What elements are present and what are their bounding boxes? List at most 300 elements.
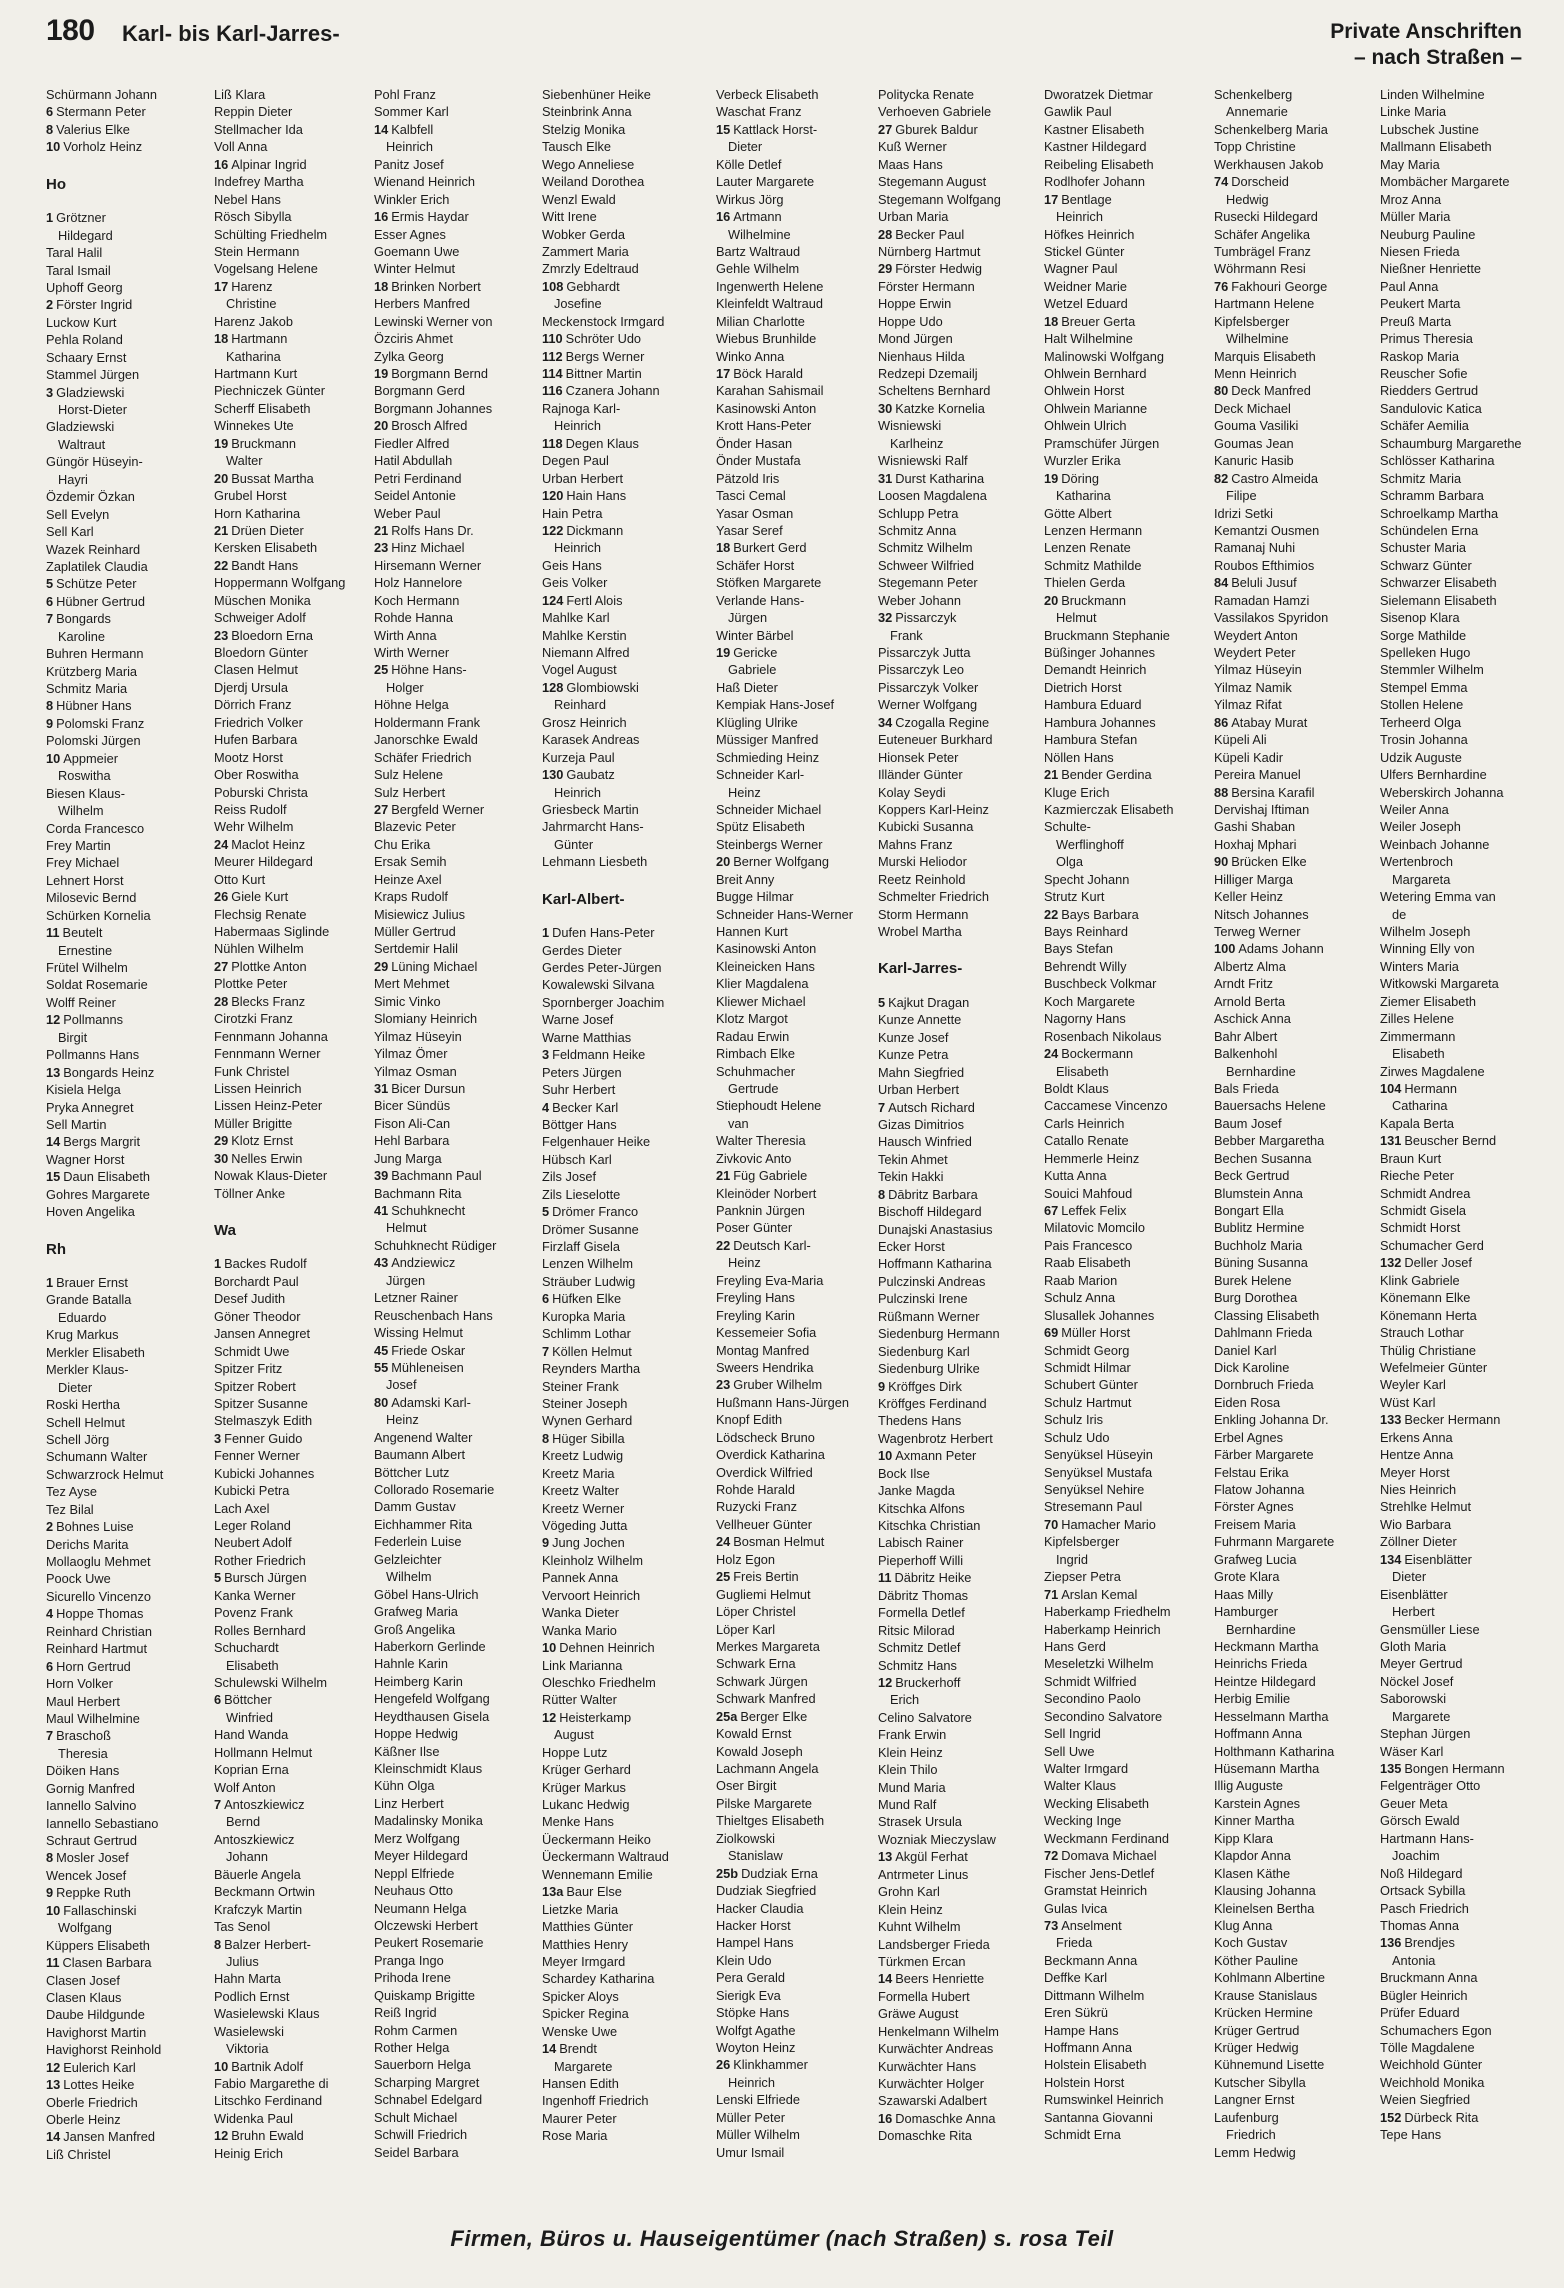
resident-entry: Hartmann Helene xyxy=(1214,296,1315,312)
resident-entry: Klügling Ulrike xyxy=(716,714,798,730)
entry-continuation: Bernhardine xyxy=(1226,1063,1296,1079)
house-number: 1 xyxy=(214,1256,222,1272)
house-number-entry xyxy=(214,1936,354,1953)
house-number-entry xyxy=(878,470,1038,487)
house-number: 18 xyxy=(374,278,389,294)
resident-entry: Rösch Sibylla xyxy=(214,209,292,225)
resident-entry: Reetz Reinhold xyxy=(878,871,966,887)
resident-name: Lottes Heike xyxy=(63,2077,135,2093)
house-number: 27 xyxy=(374,801,389,817)
resident-entry: Weber Paul xyxy=(374,505,441,521)
entry-continuation: Johann xyxy=(226,1849,268,1865)
resident-entry: Pulczinski Irene xyxy=(878,1291,968,1307)
section-heading: Ho xyxy=(46,175,66,193)
resident-entry: Stephan Jürgen xyxy=(1380,1726,1471,1742)
entry-continuation: Wolfgang xyxy=(58,1920,112,1936)
house-number-entry xyxy=(542,522,692,539)
resident-entry: Mond Jürgen xyxy=(878,331,953,347)
resident-entry: Ramadan Hamzi xyxy=(1214,592,1310,608)
resident-entry: Meurer Hildegard xyxy=(214,854,313,870)
house-number-entry xyxy=(542,1534,692,1551)
resident-entry: Beckmann Anna xyxy=(1044,1952,1138,1968)
resident-entry: Kanka Werner xyxy=(214,1587,296,1603)
resident-name: Höhne Hans- xyxy=(391,662,467,678)
resident-entry: Behrendt Willy xyxy=(1044,958,1127,974)
resident-entry: Rusecki Hildegard xyxy=(1214,209,1318,225)
resident-entry: Hambura Johannes xyxy=(1044,714,1156,730)
resident-entry: Wego Anneliese xyxy=(542,156,635,172)
resident-name: Atabay Murat xyxy=(1231,714,1308,730)
resident-entry: Rother Helga xyxy=(374,2040,450,2055)
directory-column-7 xyxy=(1044,86,1194,2212)
resident-entry: Wynen Gerhard xyxy=(542,1413,633,1429)
resident-entry: Oleschko Friedhelm xyxy=(542,1674,656,1690)
house-number-entry xyxy=(46,1274,176,1291)
resident-entry: Kleinfeldt Waltraud xyxy=(716,296,823,312)
resident-entry: Böttcher Lutz xyxy=(374,1464,450,1480)
resident-entry: Krause Stanislaus xyxy=(1214,1987,1318,2003)
house-number-entry xyxy=(46,1605,176,1622)
resident-entry: Wagenbrotz Herbert xyxy=(878,1430,993,1446)
resident-entry: Schraut Gertrud xyxy=(46,1833,138,1848)
resident-name: Akgül Ferhat xyxy=(895,1849,968,1865)
resident-entry: Desef Judith xyxy=(214,1291,286,1307)
resident-entry: Specht Johann xyxy=(1044,871,1130,887)
resident-entry: Neubert Adolf xyxy=(214,1535,292,1551)
spacer xyxy=(878,982,1038,994)
house-number-entry xyxy=(716,1865,866,1882)
house-number: 18 xyxy=(716,540,731,556)
resident-entry: Wefelmeier Günter xyxy=(1380,1359,1488,1375)
resident-entry: Kubicki Susanna xyxy=(878,819,974,835)
resident-entry: Hand Wanda xyxy=(214,1727,289,1743)
resident-entry: Schäfer Angelika xyxy=(1214,226,1311,242)
resident-entry: Döiken Hans xyxy=(46,1763,120,1779)
resident-entry: Büßinger Johannes xyxy=(1044,645,1155,660)
resident-entry: Töllner Anke xyxy=(214,1185,286,1201)
resident-entry: Weiler Joseph xyxy=(1380,819,1461,835)
house-number: 43 xyxy=(374,1255,389,1271)
house-number-entry xyxy=(374,417,524,434)
house-number: 84 xyxy=(1214,575,1229,591)
resident-entry: Bügler Heinrich xyxy=(1380,1987,1468,2003)
resident-entry: Müller Brigitte xyxy=(214,1115,293,1131)
resident-entry: Gloth Maria xyxy=(1380,1638,1447,1654)
resident-entry: Büning Susanna xyxy=(1214,1255,1308,1271)
resident-entry: Mahlke Kerstin xyxy=(542,627,627,643)
house-number-entry xyxy=(46,1727,176,1744)
house-number: 24 xyxy=(214,836,229,852)
resident-entry: Terweg Werner xyxy=(1214,924,1301,939)
house-number: 13a xyxy=(542,1884,564,1900)
resident-entry: Klein Heinz xyxy=(878,1744,943,1760)
house-number: 10 xyxy=(46,1902,61,1918)
resident-entry: Wolfgt Agathe xyxy=(716,2022,796,2038)
resident-entry: Schenkelberg Maria xyxy=(1214,121,1328,137)
resident-entry: Löper Christel xyxy=(716,1604,796,1620)
resident-entry: Wirth Werner xyxy=(374,645,450,660)
resident-entry: Bongart Ella xyxy=(1214,1203,1284,1218)
resident-entry: Warne Matthias xyxy=(542,1029,632,1045)
resident-entry: Schult Michael xyxy=(374,2109,458,2125)
resident-entry: Wienand Heinrich xyxy=(374,174,476,190)
resident-entry: Stöfken Margarete xyxy=(716,575,822,591)
resident-entry: Mahns Franz xyxy=(878,836,953,852)
entry-continuation: Joachim xyxy=(1392,1848,1440,1864)
resident-entry: Wobker Gerda xyxy=(542,226,625,242)
resident-entry: Hemmerle Heinz xyxy=(1044,1150,1140,1166)
house-number: 26 xyxy=(214,889,229,905)
resident-entry: Pollmanns Hans xyxy=(46,1047,140,1063)
house-number-entry xyxy=(1214,853,1364,870)
house-number: 23 xyxy=(214,627,229,643)
resident-entry: Hain Petra xyxy=(542,505,603,521)
house-number: 80 xyxy=(374,1394,389,1410)
house-number-entry xyxy=(542,766,692,783)
resident-name: Bussat Martha xyxy=(231,470,314,486)
resident-entry: Pieperhoff Willi xyxy=(878,1552,964,1568)
resident-entry: Daube Hildgunde xyxy=(46,2007,145,2023)
resident-entry: Dittmann Wilhelm xyxy=(1044,1987,1145,2003)
resident-entry: Eren Sükrü xyxy=(1044,2005,1109,2021)
resident-entry: Hampel Hans xyxy=(716,1935,794,1951)
resident-entry: Langner Ernst xyxy=(1214,2092,1295,2108)
house-number: 11 xyxy=(46,1955,60,1971)
resident-entry: Wecking Elisabeth xyxy=(1044,1795,1150,1811)
resident-entry: Pehla Roland xyxy=(46,332,123,348)
entry-continuation: Christine xyxy=(226,296,277,312)
resident-entry: Schulz Anna xyxy=(1044,1290,1116,1306)
house-number-entry xyxy=(1044,1586,1194,1603)
resident-entry: Geis Volker xyxy=(542,575,608,591)
resident-entry: Noß Hildegard xyxy=(1380,1865,1463,1881)
resident-entry: Hahn Marta xyxy=(214,1971,281,1987)
resident-name: Brücken Elke xyxy=(1231,854,1307,870)
resident-entry: Sommer Karl xyxy=(374,104,449,120)
resident-entry: Stemmler Wilhelm xyxy=(1380,662,1484,678)
resident-entry: Janke Magda xyxy=(878,1483,955,1499)
resident-entry: Lehmann Liesbeth xyxy=(542,854,648,870)
house-number-entry xyxy=(1380,2109,1526,2126)
house-number: 86 xyxy=(1214,714,1229,730)
resident-entry: Slusallek Johannes xyxy=(1044,1307,1155,1323)
street-range-title: Karl- bis Karl-Jarres- xyxy=(122,21,340,46)
resident-name: Bloedorn Erna xyxy=(231,627,314,643)
resident-entry: Schmidt Uwe xyxy=(214,1343,290,1359)
house-number: 108 xyxy=(542,278,564,294)
resident-entry: Gerdes Peter-Jürgen xyxy=(542,960,662,975)
resident-entry: Nürnberg Hartmut xyxy=(878,243,981,259)
house-number-entry xyxy=(716,1533,866,1550)
resident-entry: Rumswinkel Heinrich xyxy=(1044,2092,1164,2108)
resident-entry: Wetzel Eduard xyxy=(1044,296,1128,312)
resident-entry: Haas Milly xyxy=(1214,1586,1274,1602)
house-number-entry xyxy=(46,1902,176,1919)
resident-entry: Senyüksel Hüseyin xyxy=(1044,1447,1153,1463)
resident-name: Bosman Helmut xyxy=(733,1534,825,1550)
resident-entry: Schroelkamp Martha xyxy=(1380,505,1499,521)
resident-entry: Flechsig Renate xyxy=(214,906,307,922)
house-number: 124 xyxy=(542,592,564,608)
resident-entry: Klink Gabriele xyxy=(1380,1272,1460,1288)
entry-continuation: Dieter xyxy=(58,1379,93,1395)
house-number-entry xyxy=(46,296,176,313)
resident-entry: Hoppe Udo xyxy=(878,313,943,329)
resident-name: Dehnen Heinrich xyxy=(559,1640,655,1656)
page-number: 180 xyxy=(46,14,95,47)
resident-entry: Wagner Paul xyxy=(1044,261,1118,277)
resident-entry: Lenzen Renate xyxy=(1044,540,1131,556)
entry-continuation: Heinz xyxy=(728,784,761,800)
house-number: 2 xyxy=(46,297,54,313)
resident-entry: Zils Lieselotte xyxy=(542,1186,621,1202)
resident-entry: Gulas Ivica xyxy=(1044,1900,1108,1916)
house-number: 20 xyxy=(716,854,731,870)
house-number-entry xyxy=(214,557,354,574)
resident-entry: Buschbeck Volkmar xyxy=(1044,976,1157,992)
resident-entry: Malinowski Wolfgang xyxy=(1044,348,1164,364)
resident-entry: Poock Uwe xyxy=(46,1571,111,1587)
house-number: 88 xyxy=(1214,784,1229,800)
house-number-entry xyxy=(542,1046,692,1063)
resident-entry: Kipfelsberger xyxy=(1214,313,1290,329)
house-number-entry xyxy=(1214,470,1364,487)
house-number: 73 xyxy=(1044,1917,1059,1933)
house-number-entry xyxy=(878,2110,1038,2127)
entry-continuation: Katharina xyxy=(226,348,281,364)
resident-name: Giele Kurt xyxy=(231,889,289,905)
resident-name: Friede Oskar xyxy=(391,1342,466,1358)
resident-entry: Heydthausen Gisela xyxy=(374,1708,490,1724)
resident-entry: Indefrey Martha xyxy=(214,174,304,190)
resident-name: Adams Johann xyxy=(1238,941,1324,957)
footer-note: Firmen, Büros u. Hauseigentümer (nach Straßen) s. rosa Teil xyxy=(450,2226,1114,2251)
entry-continuation: Stanislaw xyxy=(728,1848,783,1864)
resident-entry: Kubicki Johannes xyxy=(214,1465,315,1481)
resident-entry: Lauter Margarete xyxy=(716,174,815,190)
resident-entry: Schuster Maria xyxy=(1380,540,1467,556)
house-number: 8 xyxy=(46,1850,54,1866)
resident-entry: Krafczyk Martin xyxy=(214,1901,303,1917)
resident-entry: Schmitz Mathilde xyxy=(1044,557,1142,573)
resident-entry: Meyer Gertrud xyxy=(1380,1656,1463,1672)
house-number: 17 xyxy=(1044,191,1059,207)
house-number-entry xyxy=(214,156,354,173)
resident-entry: Yasar Osman xyxy=(716,505,794,521)
house-number-entry xyxy=(542,487,692,504)
house-number-entry xyxy=(46,138,176,155)
resident-entry: Jansen Annegret xyxy=(214,1326,311,1342)
resident-entry: Angenend Walter xyxy=(374,1429,473,1445)
resident-name: Becker Paul xyxy=(895,226,965,242)
resident-entry: Holstein Horst xyxy=(1044,2074,1125,2090)
house-number-entry xyxy=(1044,906,1194,923)
resident-entry: Hirsemann Werner xyxy=(374,557,482,573)
resident-entry: Wozniak Mieczyslaw xyxy=(878,1831,996,1847)
resident-entry: Bays Stefan xyxy=(1044,941,1114,957)
resident-entry: Krüger Gerhard xyxy=(542,1762,631,1778)
house-number: 22 xyxy=(716,1237,731,1253)
resident-entry: Koppers Karl-Heinz xyxy=(878,801,989,817)
house-number-entry xyxy=(46,384,176,401)
entry-continuation: Holger xyxy=(386,679,424,695)
house-number-entry xyxy=(214,958,354,975)
resident-entry: Koch Hermann xyxy=(374,592,460,608)
resident-entry: Eichhammer Rita xyxy=(374,1516,473,1532)
resident-entry: Erkens Anna xyxy=(1380,1429,1453,1445)
resident-entry: Thieltges Elisabeth xyxy=(716,1813,825,1829)
resident-name: Freis Bertin xyxy=(733,1569,799,1585)
resident-name: Klotz Ernst xyxy=(231,1133,294,1149)
resident-name: Balzer Herbert- xyxy=(224,1936,311,1952)
resident-entry: Idrizi Setki xyxy=(1214,505,1274,521)
house-number-entry xyxy=(716,208,866,225)
resident-entry: Gerdes Dieter xyxy=(542,942,622,958)
resident-entry: Heimberg Karin xyxy=(374,1673,463,1689)
resident-entry: Formella Hubert xyxy=(878,1988,970,2004)
resident-entry: Stöpke Hans xyxy=(716,2005,790,2021)
entry-continuation: Helmut xyxy=(386,1220,427,1236)
house-number: 19 xyxy=(374,366,389,381)
house-number-entry xyxy=(374,208,524,225)
resident-entry: Hahnle Karin xyxy=(374,1656,448,1672)
house-number: 31 xyxy=(374,1080,389,1096)
resident-entry: Panitz Josef xyxy=(374,156,444,172)
resident-entry: Kastner Elisabeth xyxy=(1044,121,1145,137)
resident-name: Fertl Alois xyxy=(566,592,623,608)
house-number-entry xyxy=(716,853,866,870)
resident-entry: Grande Batalla xyxy=(46,1292,132,1308)
resident-entry: Könemann Elke xyxy=(1380,1290,1471,1306)
resident-entry: Povenz Frank xyxy=(214,1605,293,1621)
resident-entry: Mahlke Karl xyxy=(542,610,610,626)
resident-entry: Hoffmann Anna xyxy=(1214,1726,1302,1742)
resident-entry: Nühlen Wilhelm xyxy=(214,941,304,957)
resident-entry: Meyer Hildegard xyxy=(374,1848,468,1864)
house-number-entry xyxy=(716,1237,866,1254)
resident-entry: Peukert Rosemarie xyxy=(374,1935,484,1951)
house-number: 4 xyxy=(542,1099,550,1115)
resident-entry: Kinner Martha xyxy=(1214,1813,1295,1829)
resident-entry: Loosen Magdalena xyxy=(878,488,987,504)
resident-entry: Görsch Ewald xyxy=(1380,1813,1460,1829)
resident-entry: Dudziak Siegfried xyxy=(716,1883,817,1899)
house-number-entry xyxy=(1380,1551,1526,1568)
house-number: 5 xyxy=(542,1204,550,1220)
resident-entry: Firzlaff Gisela xyxy=(542,1239,620,1254)
resident-entry: Bachmann Rita xyxy=(374,1185,462,1201)
resident-entry: Link Marianna xyxy=(542,1657,623,1673)
resident-entry: Spicker Regina xyxy=(542,2006,629,2022)
resident-entry: Mombächer Margarete xyxy=(1380,174,1510,190)
house-number: 32 xyxy=(878,610,893,626)
resident-entry: Neumann Helga xyxy=(374,1900,467,1916)
resident-entry: Ohlwein Bernhard xyxy=(1044,366,1147,381)
resident-entry: Schardey Katharina xyxy=(542,1971,655,1987)
resident-entry: Milosevic Bernd xyxy=(46,890,137,906)
resident-entry: Ohlwein Horst xyxy=(1044,383,1125,399)
resident-entry: Kolay Seydi xyxy=(878,784,946,800)
directory-column-4 xyxy=(542,86,692,2212)
resident-entry: Rieche Peter xyxy=(1380,1168,1454,1184)
house-number-entry xyxy=(46,610,176,627)
resident-entry: Schündelen Erna xyxy=(1380,522,1479,538)
house-number-entry xyxy=(542,330,692,347)
resident-entry: Groß Angelika xyxy=(374,1621,456,1637)
resident-entry: Wirkus Jörg xyxy=(716,191,784,207)
house-number: 30 xyxy=(878,400,893,416)
resident-name: Bartnik Adolf xyxy=(231,2058,304,2074)
resident-entry: Stickel Günter xyxy=(1044,243,1125,259)
resident-entry: Zimmermann xyxy=(1380,1028,1456,1044)
resident-entry: Ziolkowski xyxy=(716,1830,776,1846)
resident-entry: Beckmann Ortwin xyxy=(214,1884,315,1900)
resident-entry: Yilmaz Hüseyin xyxy=(1214,662,1302,678)
house-number-entry xyxy=(46,750,176,767)
resident-entry: Sell Uwe xyxy=(1044,1743,1095,1759)
house-number-entry xyxy=(1044,1917,1194,1934)
resident-entry: Reuschenbach Hans xyxy=(374,1307,493,1323)
house-number-entry xyxy=(878,1447,1038,1464)
resident-entry: Siedenburg Karl xyxy=(878,1343,970,1359)
house-number: 131 xyxy=(1380,1133,1402,1149)
resident-name: Burkert Gerd xyxy=(733,540,807,556)
resident-name: Fakhouri George xyxy=(1231,278,1328,294)
resident-name: Maclot Heinz xyxy=(231,836,306,852)
resident-entry: Schmidt Wilfried xyxy=(1044,1673,1137,1689)
house-number-entry xyxy=(1044,313,1194,330)
resident-entry: Hampe Hans xyxy=(1044,2022,1119,2038)
resident-entry: Wolf Anton xyxy=(214,1779,276,1795)
resident-entry: Kanuric Hasib xyxy=(1214,453,1294,469)
house-number: 12 xyxy=(214,2128,229,2144)
resident-entry: Ulfers Bernhardine xyxy=(1380,767,1487,783)
entry-continuation: van xyxy=(728,1115,749,1131)
house-number: 45 xyxy=(374,1342,389,1358)
entry-continuation: Wilhelmine xyxy=(1226,331,1289,347)
house-number-entry xyxy=(878,121,1038,138)
resident-entry: Dahlmann Frieda xyxy=(1214,1325,1313,1341)
entry-continuation: Olga xyxy=(1056,854,1084,870)
resident-entry: Kühnemund Lisette xyxy=(1214,2057,1325,2073)
resident-entry: Marquis Elisabeth xyxy=(1214,348,1316,364)
house-number: 13 xyxy=(46,2077,61,2093)
house-number-entry xyxy=(1214,784,1364,801)
resident-entry: Witkowski Margareta xyxy=(1380,976,1499,992)
resident-entry: Grote Klara xyxy=(1214,1569,1280,1585)
resident-entry: Meyer Irmgard xyxy=(542,1953,626,1969)
resident-name: Vorholz Heinz xyxy=(63,139,143,155)
resident-entry: Gornig Manfred xyxy=(46,1780,135,1796)
resident-entry: Drömer Susanne xyxy=(542,1221,639,1237)
resident-entry: Senyüksel Nehire xyxy=(1044,1482,1145,1497)
resident-name: Bachmann Paul xyxy=(391,1168,482,1184)
resident-entry: Prihoda Irene xyxy=(374,1970,451,1986)
resident-entry: Kuhnt Wilhelm xyxy=(878,1919,961,1935)
resident-entry: Schulewski Wilhelm xyxy=(214,1674,328,1690)
resident-entry: Krüger Gertrud xyxy=(1214,2022,1300,2038)
house-number: 26 xyxy=(716,2057,731,2073)
resident-entry: Gensmüller Liese xyxy=(1380,1621,1480,1637)
resident-entry: Zylka Georg xyxy=(374,348,444,364)
resident-entry: Kunze Annette xyxy=(878,1012,962,1028)
resident-entry: Winter Helmut xyxy=(374,261,456,277)
house-number: 25a xyxy=(716,1708,738,1724)
resident-entry: Kemantzi Ousmen xyxy=(1214,522,1320,538)
spacer xyxy=(46,197,176,209)
resident-entry: Santanna Giovanni xyxy=(1044,2109,1153,2125)
resident-entry: Walter Theresia xyxy=(716,1133,806,1149)
